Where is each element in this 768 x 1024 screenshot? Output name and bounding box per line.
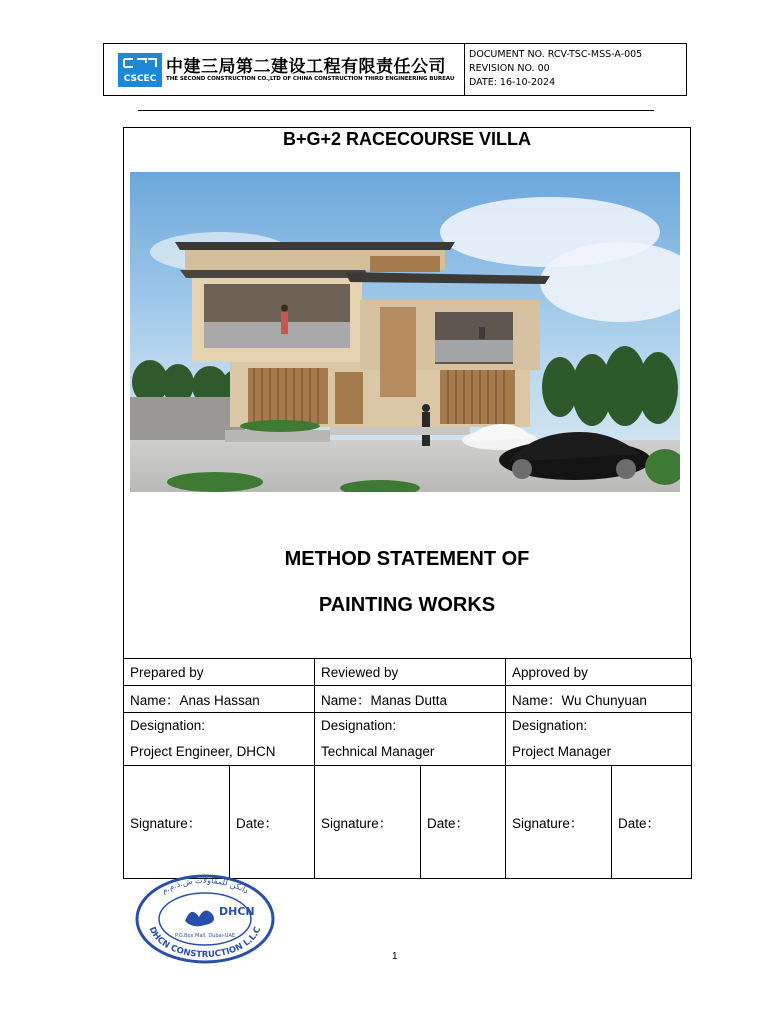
approved-by-label: Approved by [506, 659, 692, 686]
svg-text:P.O.Box Mall, Dubai-UAE: P.O.Box Mall, Dubai-UAE [174, 933, 236, 939]
company-stamp-icon [133, 873, 277, 965]
svg-text:DHCN CONSTRUCTION L.L.C: DHCN CONSTRUCTION L.L.C [146, 925, 264, 961]
header-divider [138, 110, 654, 111]
company-name-chinese: 中建三局第二建设工程有限责任公司 [166, 57, 446, 77]
name-row [124, 686, 692, 713]
company-logo-cell [104, 44, 465, 95]
approver-name: Name：Wu Chunyuan [506, 686, 692, 713]
designation-label: Designation: [130, 718, 206, 733]
signature-row [124, 766, 692, 879]
svg-text:دانكن للمقاولات ش.ذ.م.م: دانكن للمقاولات ش.ذ.م.م [159, 875, 251, 896]
approver-signature-field[interactable]: Signature： [506, 766, 612, 879]
reviewer-date-field[interactable]: Date： [421, 766, 506, 879]
svg-text:CSCEC: CSCEC [123, 74, 157, 84]
reviewer-designation: Technical Manager [321, 744, 435, 759]
preparer-name: Name：Anas Hassan [124, 686, 315, 713]
reviewer-signature-field[interactable]: Signature： [315, 766, 421, 879]
signoff-table [123, 658, 692, 879]
document-date: DATE: 16-10-2024 [469, 77, 556, 88]
approver-designation: Project Manager [512, 744, 612, 759]
page-number: 1 [392, 951, 398, 962]
designation-row [124, 713, 692, 766]
project-title: B+G+2 RACECOURSE VILLA [282, 129, 532, 149]
preparer-designation: Project Engineer, DHCN [130, 744, 276, 759]
reviewer-name: Name：Manas Dutta [315, 686, 506, 713]
reviewer-designation-cell [315, 713, 506, 766]
document-header [103, 43, 687, 96]
designation-label: Designation: [321, 718, 397, 733]
statement-title-line-2: PAINTING WORKS [318, 594, 496, 616]
villa-rendering-image [130, 172, 680, 492]
preparer-signature-field[interactable]: Signature： [124, 766, 230, 879]
revision-number: REVISION NO. 00 [469, 63, 550, 74]
approver-date-field[interactable]: Date： [612, 766, 692, 879]
prepared-by-label: Prepared by [124, 659, 315, 686]
statement-title-line-1: METHOD STATEMENT OF [284, 548, 530, 570]
document-info [465, 44, 686, 95]
preparer-designation-cell [124, 713, 315, 766]
approver-designation-cell [506, 713, 692, 766]
designation-label: Designation: [512, 718, 588, 733]
reviewed-by-label: Reviewed by [315, 659, 506, 686]
document-number: DOCUMENT NO. RCV-TSC-MSS-A-005 [469, 49, 643, 60]
preparer-date-field[interactable]: Date： [230, 766, 315, 879]
role-row [124, 659, 692, 686]
svg-text:DHCN: DHCN [219, 905, 255, 918]
cscec-logo-icon [118, 53, 162, 87]
company-name-english: THE SECOND CONSTRUCTION CO.,LTD OF CHINA CONSTRUCTION THIRD ENGINEERING BUREAU [166, 76, 455, 82]
cover-box [123, 127, 691, 659]
